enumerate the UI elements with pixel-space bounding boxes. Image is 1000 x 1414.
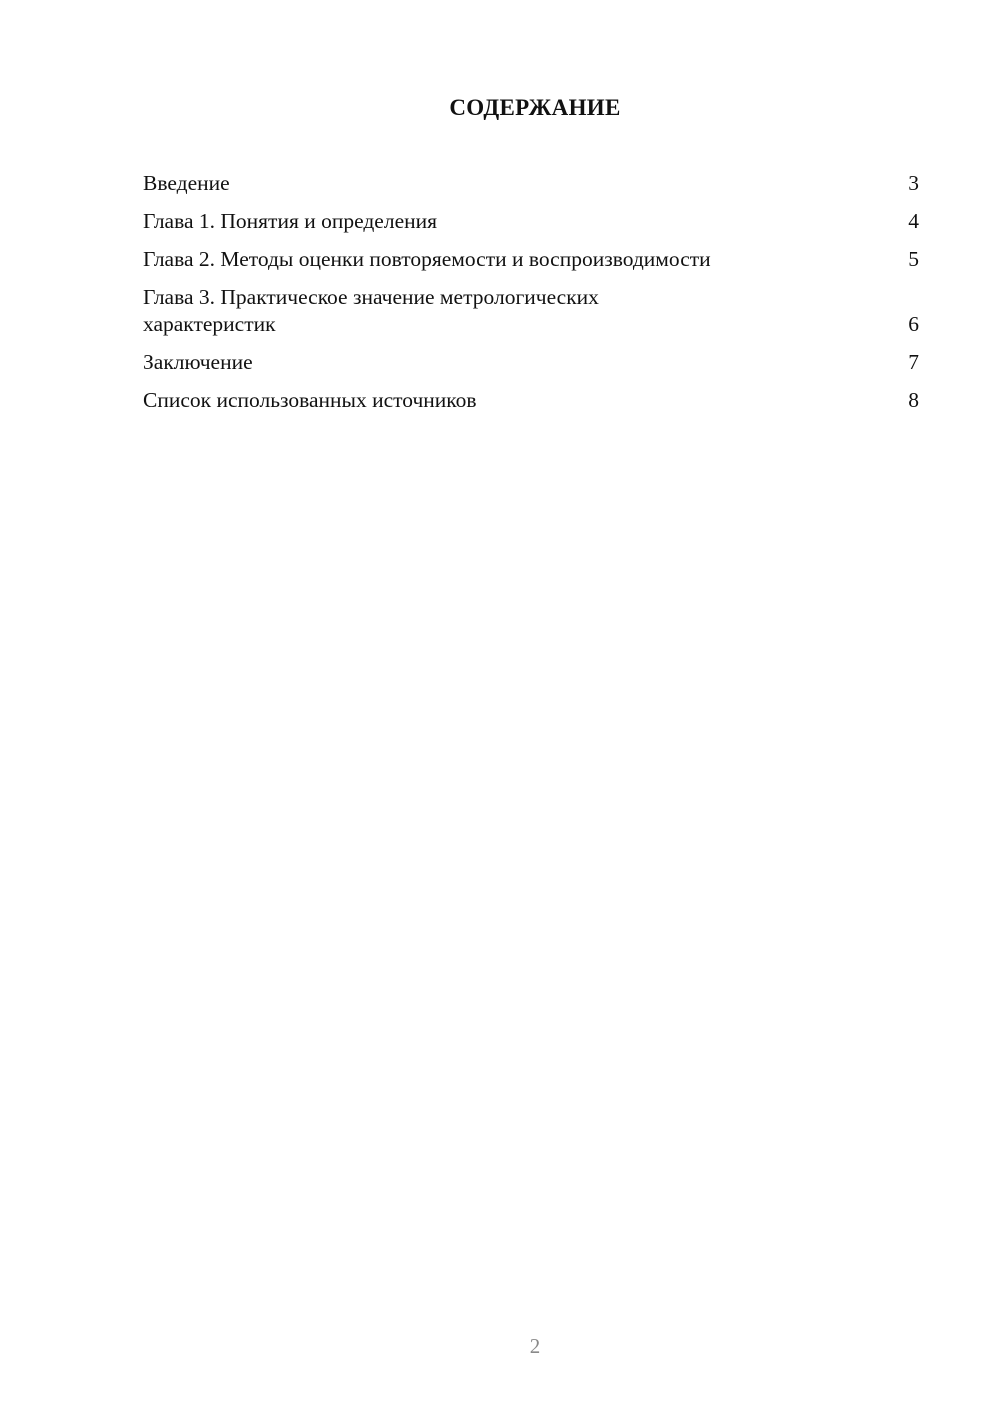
- toc-entry-conclusion: [143, 349, 919, 376]
- toc-entry-label: Список использованных источников: [143, 388, 477, 412]
- toc-entry-page: 4: [908, 209, 919, 233]
- toc-entry-page: 8: [908, 388, 919, 412]
- toc-entry-introduction: [143, 170, 919, 197]
- toc-entry-chapter-1: [143, 208, 919, 235]
- toc-entry-label: Введение: [143, 171, 230, 195]
- toc-entry-label: Глава 1. Понятия и определения: [143, 209, 438, 233]
- toc-entry-chapter-2: [143, 246, 919, 273]
- toc-entry-page: 5: [908, 247, 919, 271]
- toc-heading: СОДЕРЖАНИЕ: [449, 95, 621, 120]
- table-of-contents: [143, 170, 919, 425]
- toc-entry-page: 7: [908, 350, 919, 374]
- toc-entry-label: Глава 2. Методы оценки повторяемости и воспроизводимости: [143, 247, 711, 271]
- toc-entry-chapter-3: [143, 284, 919, 338]
- toc-entry-page: 3: [908, 171, 919, 195]
- toc-entry-label: Глава 3. Практическое значение метрологических характеристик: [143, 285, 599, 336]
- toc-entry-label: Заключение: [143, 350, 253, 374]
- page-number: 2: [529, 1334, 541, 1358]
- toc-entry-page: 6: [908, 312, 919, 336]
- toc-entry-references: [143, 387, 919, 414]
